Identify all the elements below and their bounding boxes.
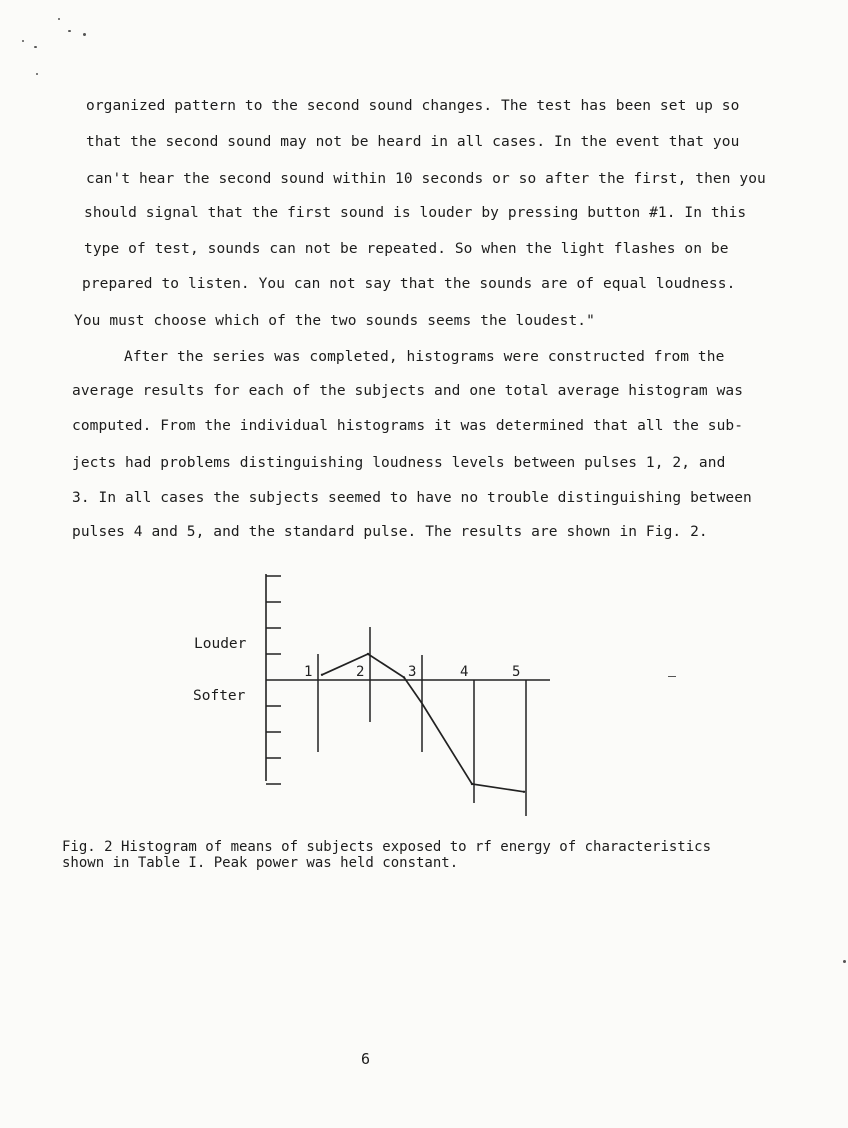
pulse-label: 5 xyxy=(512,664,521,680)
text-line: pulses 4 and 5, and the standard pulse. The results are shown in Fig. 2. xyxy=(72,524,708,540)
figure-caption-line-1: Fig. 2 Histogram of means of subjects exposed to rf energy of characteristics xyxy=(62,839,712,855)
data-point xyxy=(403,676,405,678)
scan-speck xyxy=(83,33,86,36)
louder-label: Louder xyxy=(194,636,247,652)
text-line: that the second sound may not be heard in all cases. In the event that you xyxy=(86,134,740,150)
page-number: 6 xyxy=(361,1050,371,1068)
mean-series-line xyxy=(322,654,524,792)
text-line: organized pattern to the second sound changes. The test has been set up so xyxy=(86,98,740,114)
scan-speck xyxy=(68,30,71,32)
text-line: average results for each of the subjects and one total average histogram was xyxy=(72,383,744,399)
softer-label: Softer xyxy=(193,688,246,704)
text-line: 3. In all cases the subjects seemed to have no trouble distinguishing between xyxy=(72,490,752,506)
figure-caption-line-2: shown in Table I. Peak power was held constant. xyxy=(62,855,459,871)
text-line: computed. From the individual histograms it was determined that all the sub- xyxy=(72,418,744,434)
text-line: After the series was completed, histograms were constructed from the xyxy=(124,349,725,365)
pulse-label: 3 xyxy=(408,664,417,680)
data-point xyxy=(367,653,369,655)
text-line: can't hear the second sound within 10 seconds or so after the first, then you xyxy=(86,171,766,187)
text-line: should signal that the first sound is louder by pressing button #1. In this xyxy=(84,205,747,221)
pulse-label: 4 xyxy=(460,664,469,680)
scan-speck xyxy=(843,960,846,963)
text-line: prepared to listen. You can not say that the sounds are of equal loudness. xyxy=(82,276,736,292)
text-line: You must choose which of the two sounds seems the loudest." xyxy=(74,313,595,329)
pulse-label: 1 xyxy=(304,664,313,680)
scan-speck xyxy=(36,73,38,75)
pulse-label: 2 xyxy=(356,664,365,680)
scan-speck xyxy=(58,18,60,20)
data-point xyxy=(321,674,323,676)
text-line: type of test, sounds can not be repeated. So when the light flashes on be xyxy=(84,241,729,257)
scan-speck xyxy=(668,676,676,677)
scan-speck xyxy=(22,40,24,42)
data-point xyxy=(523,791,525,793)
scan-speck xyxy=(34,46,37,48)
text-line: jects had problems distinguishing loudness levels between pulses 1, 2, and xyxy=(72,455,726,471)
data-point xyxy=(471,783,473,785)
